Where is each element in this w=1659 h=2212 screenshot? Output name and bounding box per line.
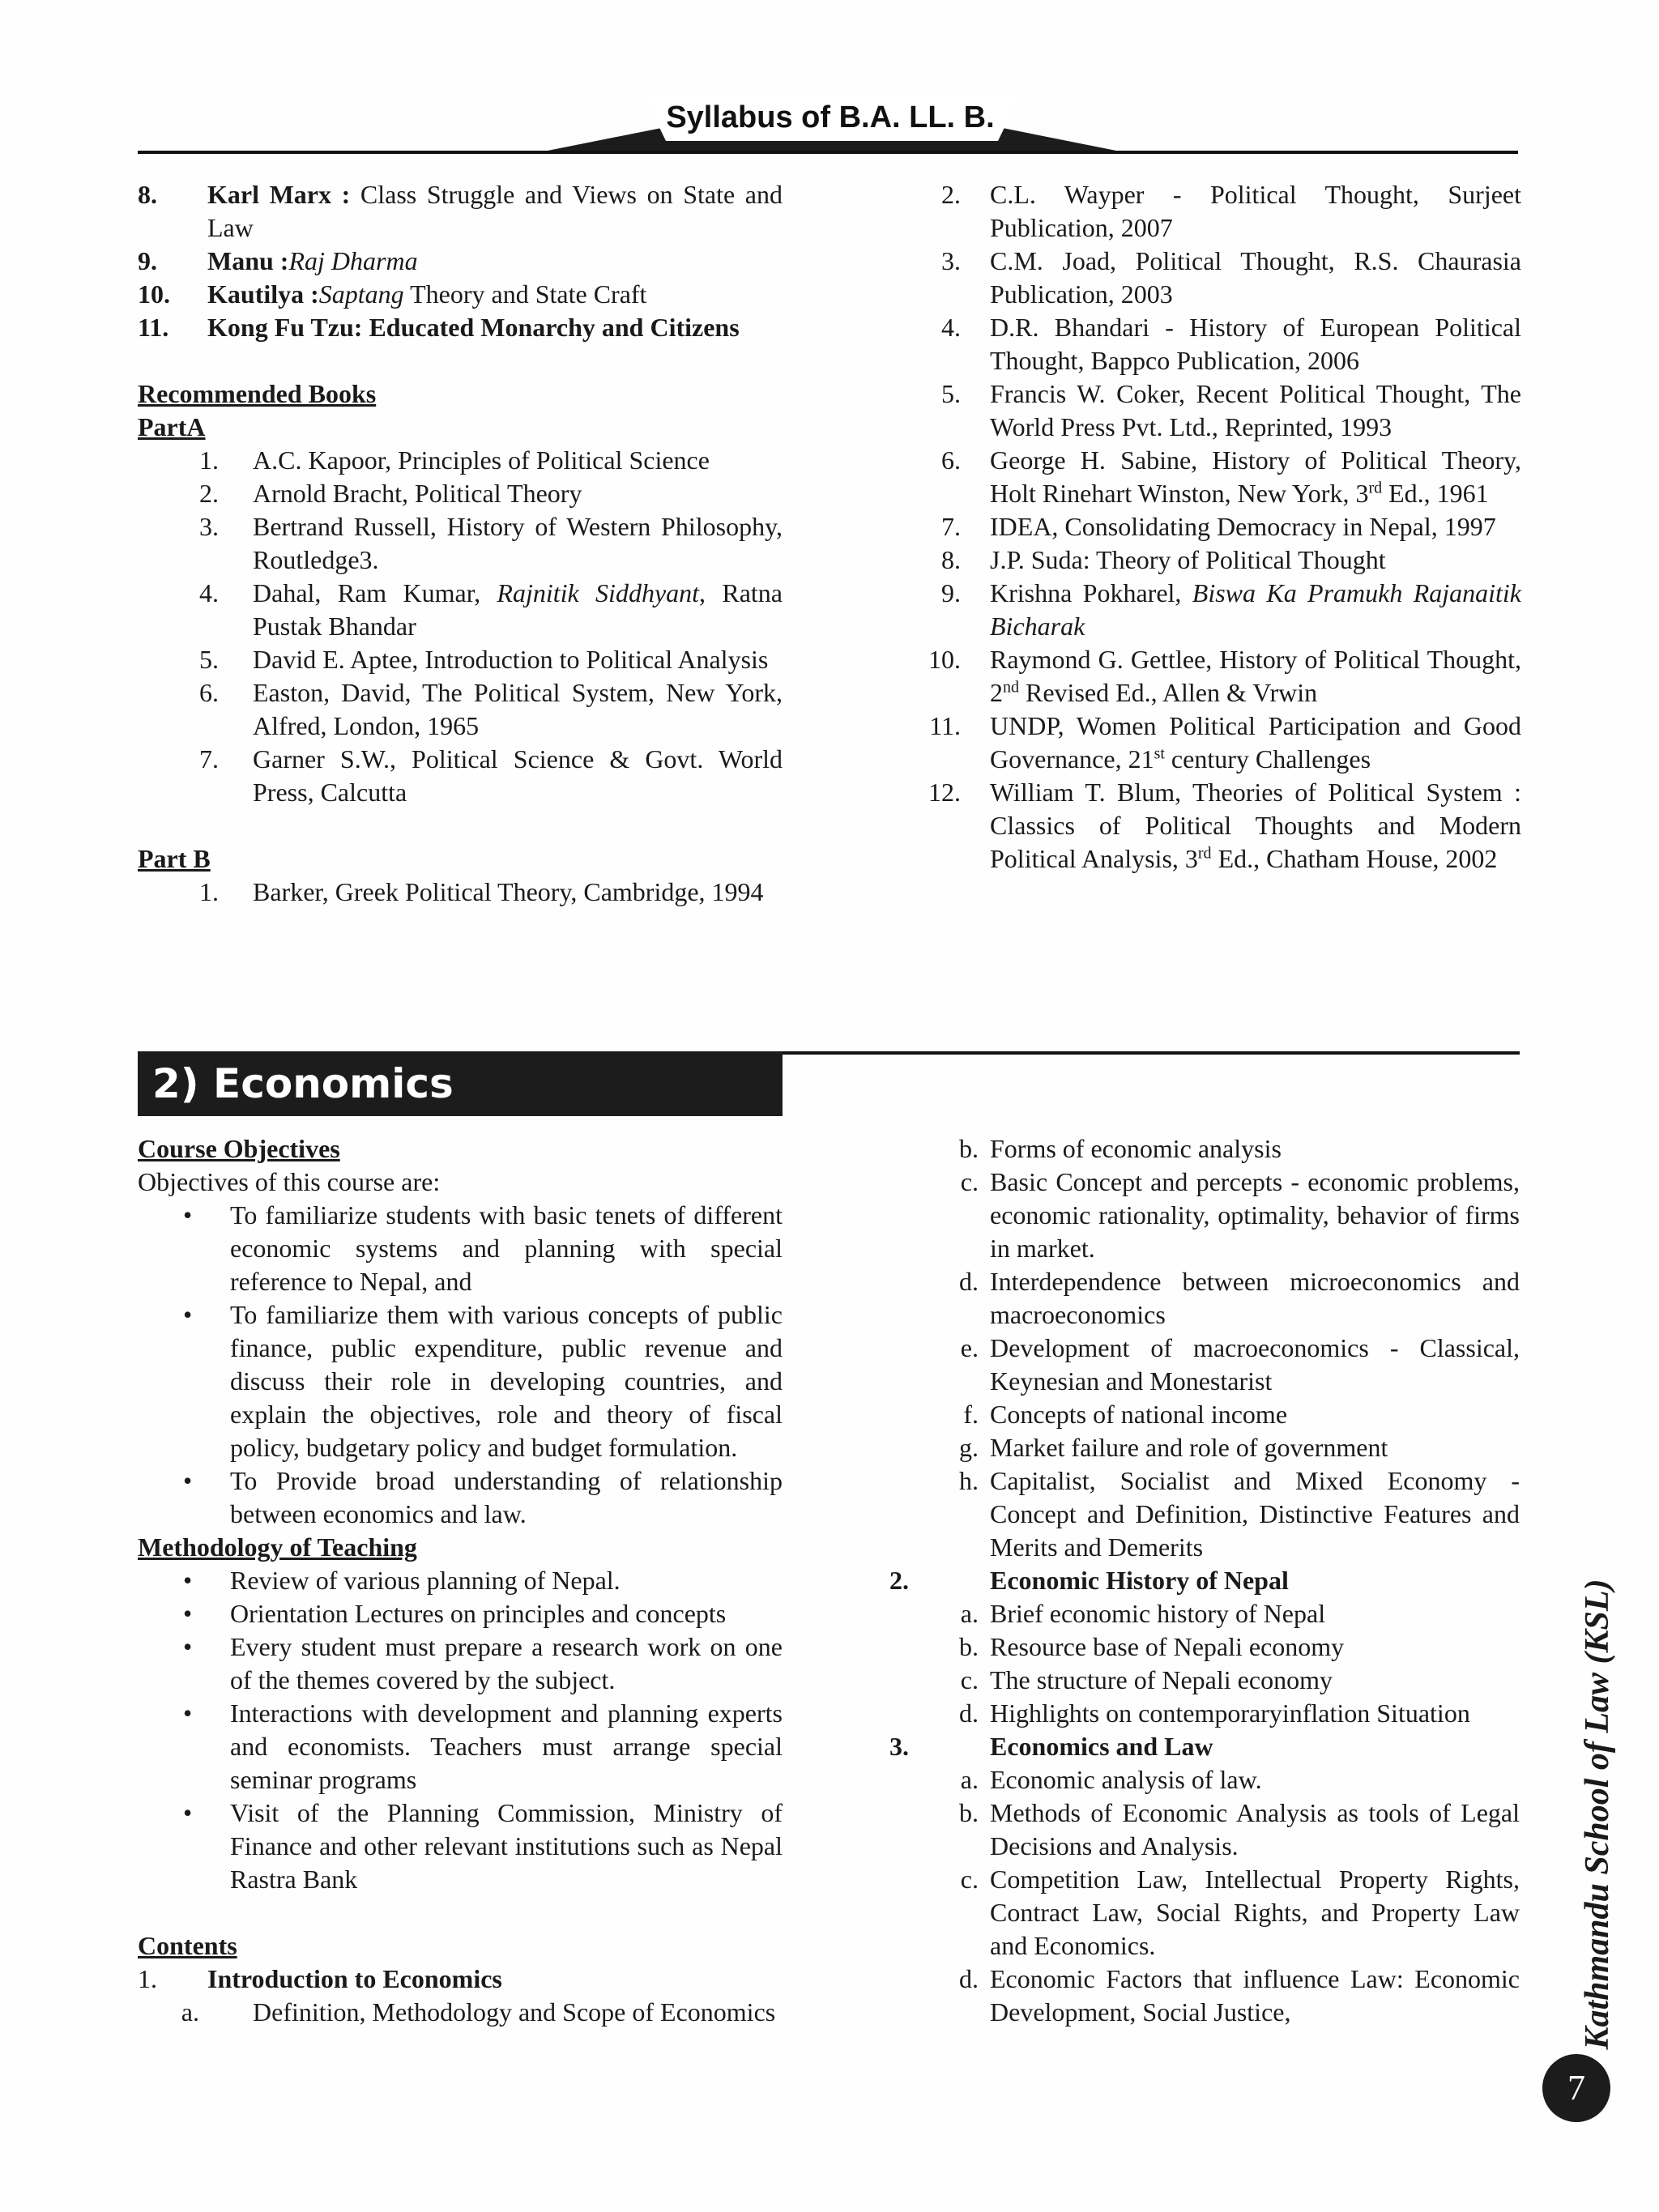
page-number: 7 [1542, 2054, 1610, 2122]
contents-sub-item [946, 1863, 1520, 1963]
book-text: Dahal, Ram Kumar, [253, 578, 497, 607]
book-text: William T. Blum, Theories of Political System : Classics of Political Thoughts and Modern Political Analysis, 3 [990, 778, 1521, 873]
objective-text: To familiarize them with various concepts of public finance, public expenditure, public revenue and discuss their role in developing countries, and explain the objectives, role and theory of fiscal policy, budgetary policy and budget formulation. [230, 1300, 783, 1462]
book-number: 5. [941, 379, 961, 408]
objective-item [138, 1464, 783, 1531]
section-heading: Economic History of Nepal [990, 1566, 1289, 1595]
methodology-item [138, 1630, 783, 1697]
sub-letter: e. [960, 1333, 979, 1362]
bullet-icon: • [183, 1632, 193, 1661]
sub-text: Basic Concept and percepts - economic problems, economic rationality, optimality, behavior of firms in market. [990, 1167, 1520, 1263]
item-title: Kautilya : [207, 279, 319, 309]
contents-sub-item [946, 1963, 1520, 2029]
book-text-post: Ed., 1961 [1382, 479, 1489, 508]
book-text: Arnold Bracht, Political Theory [253, 479, 582, 508]
item-text: Theory and State Craft [403, 279, 647, 309]
methodology-text: Visit of the Planning Commission, Ministry of Finance and other relevant institutions such as Nepal Rastra Bank [230, 1798, 783, 1894]
sub-text: Economic Factors that influence Law: Economic Development, Social Justice, [990, 1964, 1520, 2027]
book-item [138, 876, 783, 909]
sub-letter: a. [960, 1765, 979, 1794]
section-heading: Economics and Law [990, 1732, 1213, 1761]
contents-sub-item [946, 1697, 1520, 1730]
book-number: 3. [199, 512, 219, 541]
section-number: 1. [138, 1964, 157, 1993]
book-number: 6. [941, 445, 961, 475]
bullet-icon: • [183, 1698, 193, 1728]
book-item [920, 543, 1521, 577]
bullet-icon: • [183, 1300, 193, 1329]
book-sup: st [1154, 744, 1165, 763]
methodology-item [138, 1597, 783, 1630]
book-number: 11. [929, 711, 961, 740]
contents-sub-item [946, 1664, 1520, 1697]
book-number: 2. [199, 479, 219, 508]
sub-text: Highlights on contemporaryinflation Situation [990, 1698, 1470, 1728]
sub-letter: c. [960, 1665, 979, 1694]
contents-sub-item [946, 1796, 1520, 1863]
book-item [920, 710, 1521, 776]
book-number: 8. [941, 545, 961, 574]
book-italic: Biswa Ka Pramukh Rajanaitik Bicharak [990, 578, 1522, 641]
book-item [920, 444, 1521, 510]
section-rule [783, 1051, 1520, 1055]
objectives-intro: Objectives of this course are: [138, 1167, 441, 1196]
contents-sub-item [946, 1332, 1520, 1398]
item-text: Class Struggle and Views on State and Law [207, 180, 783, 242]
contents-heading: Contents [138, 1931, 237, 1960]
methodology-item [138, 1697, 783, 1796]
contents-section [876, 1564, 1520, 1597]
sub-letter: b. [959, 1798, 979, 1827]
list-item [138, 311, 783, 344]
item-number: 9. [138, 246, 157, 275]
sub-text: Development of macroeconomics - Classical, Keynesian and Monestarist [990, 1333, 1520, 1396]
objective-text: To familiarize students with basic tenets of different economic systems and planning with special reference to Nepal, and [230, 1200, 783, 1296]
book-sup: rd [1368, 479, 1383, 497]
book-text: A.C. Kapoor, Principles of Political Science [253, 445, 710, 475]
sub-text: Resource base of Nepali economy [990, 1632, 1345, 1661]
bullet-icon: • [183, 1466, 193, 1495]
contents-sub-item [946, 1464, 1520, 1564]
book-item [138, 444, 783, 477]
item-number: 10. [138, 279, 170, 309]
contents-sub-item [946, 1132, 1520, 1166]
school-name-text: Kathmandu School of Law (KSL) [1579, 1579, 1616, 2050]
book-number: 6. [199, 678, 219, 707]
book-text: Barker, Greek Political Theory, Cambridge, 1994 [253, 877, 764, 906]
book-item [138, 743, 783, 809]
book-text: Francis W. Coker, Recent Political Thought, The World Press Pvt. Ltd., Reprinted, 1993 [990, 379, 1521, 441]
sub-text: Capitalist, Socialist and Mixed Economy - Concept and Definition, Distinctive Features and Merits and Demerits [990, 1466, 1520, 1562]
section-heading: Introduction to Economics [207, 1964, 502, 1993]
bullet-icon: • [183, 1599, 193, 1628]
sub-letter: d. [959, 1964, 979, 1993]
sub-letter: h. [959, 1466, 979, 1495]
objective-item [138, 1199, 783, 1298]
book-number: 4. [941, 313, 961, 342]
book-text: Krishna Pokharel, [990, 578, 1192, 607]
sub-letter: d. [959, 1267, 979, 1296]
item-title: Karl Marx : [207, 180, 351, 209]
sub-text: Definition, Methodology and Scope of Economics [253, 1997, 776, 2027]
section-number: 2. [889, 1566, 909, 1595]
part-b-heading: Part B [138, 844, 211, 873]
book-sup: rd [1197, 844, 1212, 863]
book-text: D.R. Bhandari - History of European Political Thought, Bappco Publication, 2006 [990, 313, 1521, 375]
item-title: Kong Fu Tzu: Educated Monarchy and Citizens [207, 313, 740, 342]
book-item [920, 245, 1521, 311]
sub-letter: c. [960, 1167, 979, 1196]
item-number: 11. [138, 313, 169, 342]
book-item [920, 776, 1521, 876]
methodology-text: Interactions with development and planning experts and economists. Teachers must arrange special seminar programs [230, 1698, 783, 1794]
book-item [920, 377, 1521, 444]
book-sup: nd [1003, 678, 1019, 697]
book-text-post: , Ratna Pustak Bhandar [253, 578, 783, 641]
book-text: UNDP, Women Political Participation and Good Governance, 21 [990, 711, 1521, 774]
contents-sub-item [946, 1630, 1520, 1664]
bullet-icon: • [183, 1566, 193, 1595]
sub-letter: a. [181, 1997, 199, 2027]
book-item [920, 178, 1521, 245]
section-title: 2) Economics [138, 1051, 783, 1116]
book-text: C.M. Joad, Political Thought, R.S. Chaurasia Publication, 2003 [990, 246, 1521, 309]
top-left-column [138, 178, 783, 909]
book-text: C.L. Wayper - Political Thought, Surjeet Publication, 2007 [990, 180, 1521, 242]
list-item [138, 278, 783, 311]
book-text: George H. Sabine, History of Political Theory, Holt Rinehart Winston, New York, 3 [990, 445, 1521, 508]
book-item [920, 643, 1521, 710]
book-item [138, 510, 783, 577]
sub-letter: g. [959, 1433, 979, 1462]
book-text: Bertrand Russell, History of Western Philosophy, Routledge3. [253, 512, 783, 574]
book-item [920, 311, 1521, 377]
book-text: Raymond G. Gettlee, History of Political Thought, 2 [990, 645, 1521, 707]
sub-text: Competition Law, Intellectual Property Rights, Contract Law, Social Rights, and Property Law and Economics. [990, 1865, 1520, 1960]
book-number: 12. [928, 778, 961, 807]
part-a-heading: PartA [138, 412, 206, 441]
book-number: 3. [941, 246, 961, 275]
sub-text: Methods of Economic Analysis as tools of Legal Decisions and Analysis. [990, 1798, 1520, 1860]
sub-letter: f. [963, 1400, 979, 1429]
methodology-item [138, 1796, 783, 1896]
methodology-item [138, 1564, 783, 1597]
list-item [138, 178, 783, 245]
sub-text: Market failure and role of government [990, 1433, 1388, 1462]
book-item [138, 676, 783, 743]
bottom-right-column [889, 1132, 1520, 2029]
top-right-column [920, 178, 1521, 876]
sub-letter: a. [960, 1599, 979, 1628]
book-item [138, 477, 783, 510]
book-text-post: Ed., Chatham House, 2002 [1211, 844, 1498, 873]
book-item [920, 577, 1521, 643]
book-text: Garner S.W., Political Science & Govt. World Press, Calcutta [253, 744, 783, 807]
list-item [138, 245, 783, 278]
book-number: 7. [199, 744, 219, 774]
school-name-vertical [1573, 1579, 1622, 2050]
contents-sub-item [946, 1431, 1520, 1464]
book-number: 4. [199, 578, 219, 607]
book-text: J.P. Suda: Theory of Political Thought [990, 545, 1386, 574]
book-text: IDEA, Consolidating Democracy in Nepal, 1997 [990, 512, 1496, 541]
book-number: 10. [928, 645, 961, 674]
sub-text: The structure of Nepali economy [990, 1665, 1333, 1694]
contents-sub-item [946, 1166, 1520, 1265]
objective-item [138, 1298, 783, 1464]
book-number: 9. [941, 578, 961, 607]
recommended-books-heading: Recommended Books [138, 379, 377, 408]
header-title: Syllabus of B.A. LL. B. [666, 100, 995, 134]
book-item [138, 643, 783, 676]
bullet-icon: • [183, 1200, 193, 1230]
methodology-text: Orientation Lectures on principles and concepts [230, 1599, 727, 1628]
item-italic: Raj Dharma [288, 246, 418, 275]
book-number: 7. [941, 512, 961, 541]
book-number: 2. [941, 180, 961, 209]
bullet-icon: • [183, 1798, 193, 1827]
sub-letter: d. [959, 1698, 979, 1728]
sub-letter: c. [960, 1865, 979, 1894]
objective-text: To Provide broad understanding of relationship between economics and law. [230, 1466, 783, 1528]
methodology-text: Every student must prepare a research work on one of the themes covered by the subject. [230, 1632, 783, 1694]
contents-sub-item [946, 1597, 1520, 1630]
course-objectives-heading: Course Objectives [138, 1134, 340, 1163]
item-number: 8. [138, 180, 157, 209]
methodology-text: Review of various planning of Nepal. [230, 1566, 621, 1595]
book-text: David E. Aptee, Introduction to Political Analysis [253, 645, 769, 674]
contents-section [138, 1963, 783, 1996]
item-title: Manu : [207, 246, 289, 275]
book-text-post: century Challenges [1164, 744, 1371, 774]
contents-sub-item [946, 1398, 1520, 1431]
book-number: 1. [199, 445, 219, 475]
sub-text: Economic analysis of law. [990, 1765, 1262, 1794]
book-number: 1. [199, 877, 219, 906]
sub-text: Brief economic history of Nepal [990, 1599, 1326, 1628]
sub-text: Concepts of national income [990, 1400, 1288, 1429]
section-number: 3. [889, 1732, 909, 1761]
sub-text: Forms of economic analysis [990, 1134, 1282, 1163]
sub-letter: b. [959, 1134, 979, 1163]
book-item [920, 510, 1521, 543]
book-text: Easton, David, The Political System, New York, Alfred, London, 1965 [253, 678, 783, 740]
item-italic: Saptang [318, 279, 404, 309]
book-item [138, 577, 783, 643]
contents-sub-item [138, 1996, 783, 2029]
contents-sub-item [946, 1265, 1520, 1332]
book-italic: Rajnitik Siddhyant [497, 578, 700, 607]
bottom-left-column [138, 1132, 783, 2029]
contents-sub-item [946, 1763, 1520, 1796]
sub-letter: b. [959, 1632, 979, 1661]
sub-text: Interdependence between microeconomics and macroeconomics [990, 1267, 1520, 1329]
methodology-heading: Methodology of Teaching [138, 1532, 417, 1562]
book-number: 5. [199, 645, 219, 674]
contents-section [876, 1730, 1520, 1763]
header-rule [138, 151, 1518, 154]
book-text-post: Revised Ed., Allen & Vrwin [1019, 678, 1318, 707]
